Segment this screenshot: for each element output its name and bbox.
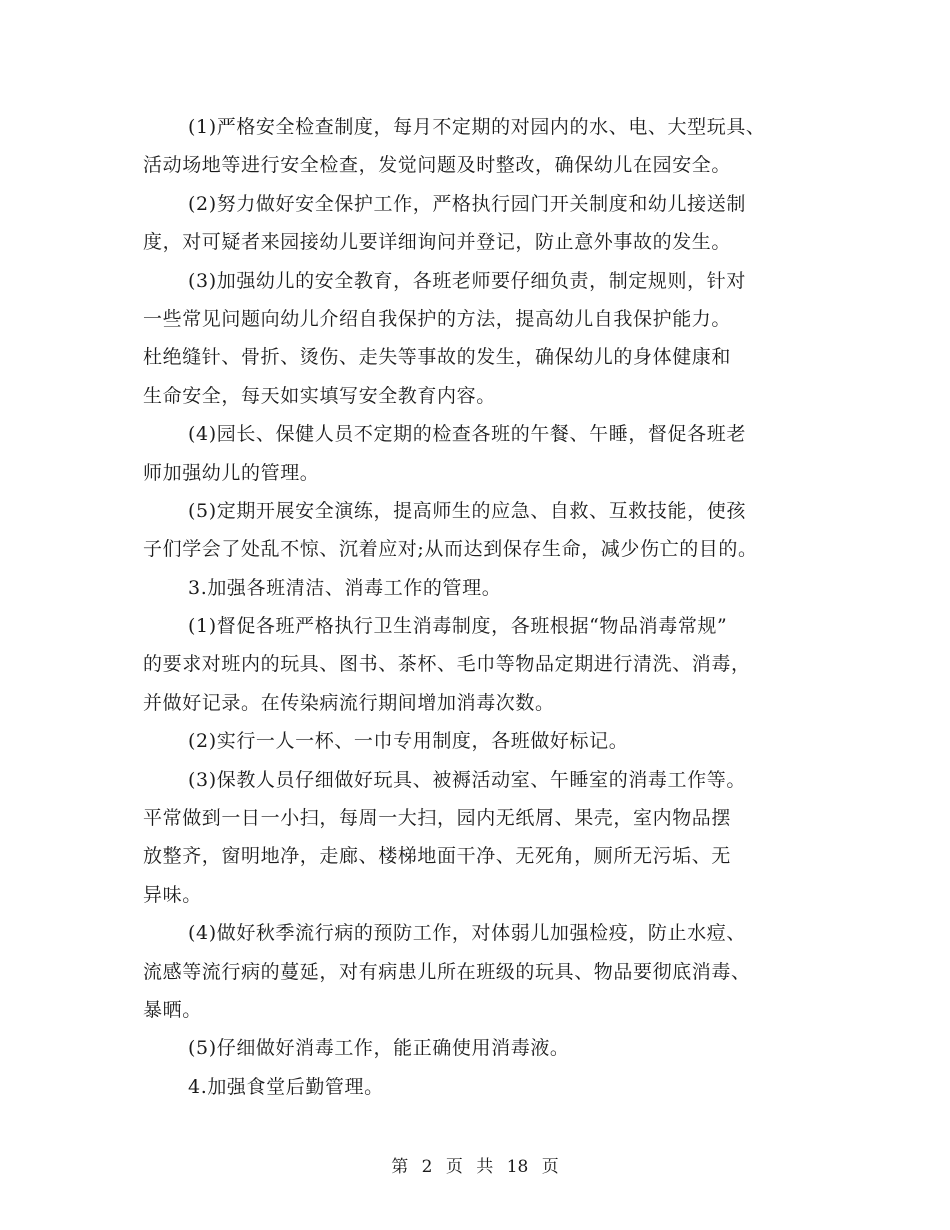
text-line: (3)保教人员仔细做好玩具、被褥活动室、午睡室的消毒工作等。 xyxy=(188,768,746,791)
footer-total-unit: 页 xyxy=(541,1157,559,1177)
text-line: (2)实行一人一杯、一巾专用制度，各班做好标记。 xyxy=(188,730,629,753)
text-line: (1)严格安全检查制度，每月不定期的对园内的水、电、大型玩具、 xyxy=(188,116,766,138)
text-line: (1)督促各班严格执行卫生消毒制度，各班根据“物品消毒常规” xyxy=(188,615,728,638)
text-line: 一些常见问题向幼儿介绍自我保护的方法，提高幼儿自我保护能力。 xyxy=(143,307,732,330)
document-body xyxy=(143,108,823,1106)
text-line: (5)仔细做好消毒工作，能正确使用消毒液。 xyxy=(188,1037,570,1060)
text-line: 度，对可疑者来园接幼儿要详细询问并登记，防止意外事故的发生。 xyxy=(143,231,732,254)
text-line: 流感等流行病的蔓延，对有病患儿所在班级的玩具、物品要彻底消毒、 xyxy=(143,960,751,983)
text-line: (3)加强幼儿的安全教育，各班老师要仔细负责，制定规则，针对 xyxy=(188,269,746,292)
text-line: 3.加强各班清洁、消毒工作的管理。 xyxy=(188,576,502,599)
footer-total-pages: 18 xyxy=(506,1157,529,1177)
text-line: (5)定期开展安全演练，提高师生的应急、自救、互救技能，使孩 xyxy=(188,499,746,522)
text-line: (2)努力做好安全保护工作，严格执行园门开关制度和幼儿接送制 xyxy=(188,192,746,215)
page-footer xyxy=(0,1152,950,1177)
text-line: 杜绝缝针、骨折、烫伤、走失等事故的发生，确保幼儿的身体健康和 xyxy=(143,346,732,369)
footer-prefix: 第 xyxy=(391,1157,409,1177)
text-line: 师加强幼儿的管理。 xyxy=(143,461,320,484)
text-line: 生命安全，每天如实填写安全教育内容。 xyxy=(143,384,496,407)
text-line: 子们学会了处乱不惊、沉着应对;从而达到保存生命，减少伤亡的目的。 xyxy=(143,538,758,561)
text-line: 暴晒。 xyxy=(143,998,202,1021)
text-line: 异味。 xyxy=(143,883,202,906)
text-line: 并做好记录。在传染病流行期间增加消毒次数。 xyxy=(143,691,555,714)
text-line: (4)园长、保健人员不定期的检查各班的午餐、午睡，督促各班老 xyxy=(188,423,746,446)
text-line: 放整齐，窗明地净，走廊、楼梯地面干净、无死角，厕所无污垢、无 xyxy=(143,845,732,868)
footer-page-unit: 页 xyxy=(445,1157,463,1177)
footer-total-prefix: 共 xyxy=(476,1157,494,1177)
text-line: 4.加强食堂后勤管理。 xyxy=(188,1075,384,1098)
text-line: 活动场地等进行安全检查，发觉问题及时整改，确保幼儿在园安全。 xyxy=(143,154,732,177)
footer-page-number: 2 xyxy=(421,1157,433,1177)
text-line: 的要求对班内的玩具、图书、茶杯、毛巾等物品定期进行清洗、消毒， xyxy=(143,653,751,676)
text-line: (4)做好秋季流行病的预防工作，对体弱儿加强检疫，防止水痘、 xyxy=(188,922,746,945)
text-line: 平常做到一日一小扫，每周一大扫，园内无纸屑、果壳，室内物品摆 xyxy=(143,807,732,830)
